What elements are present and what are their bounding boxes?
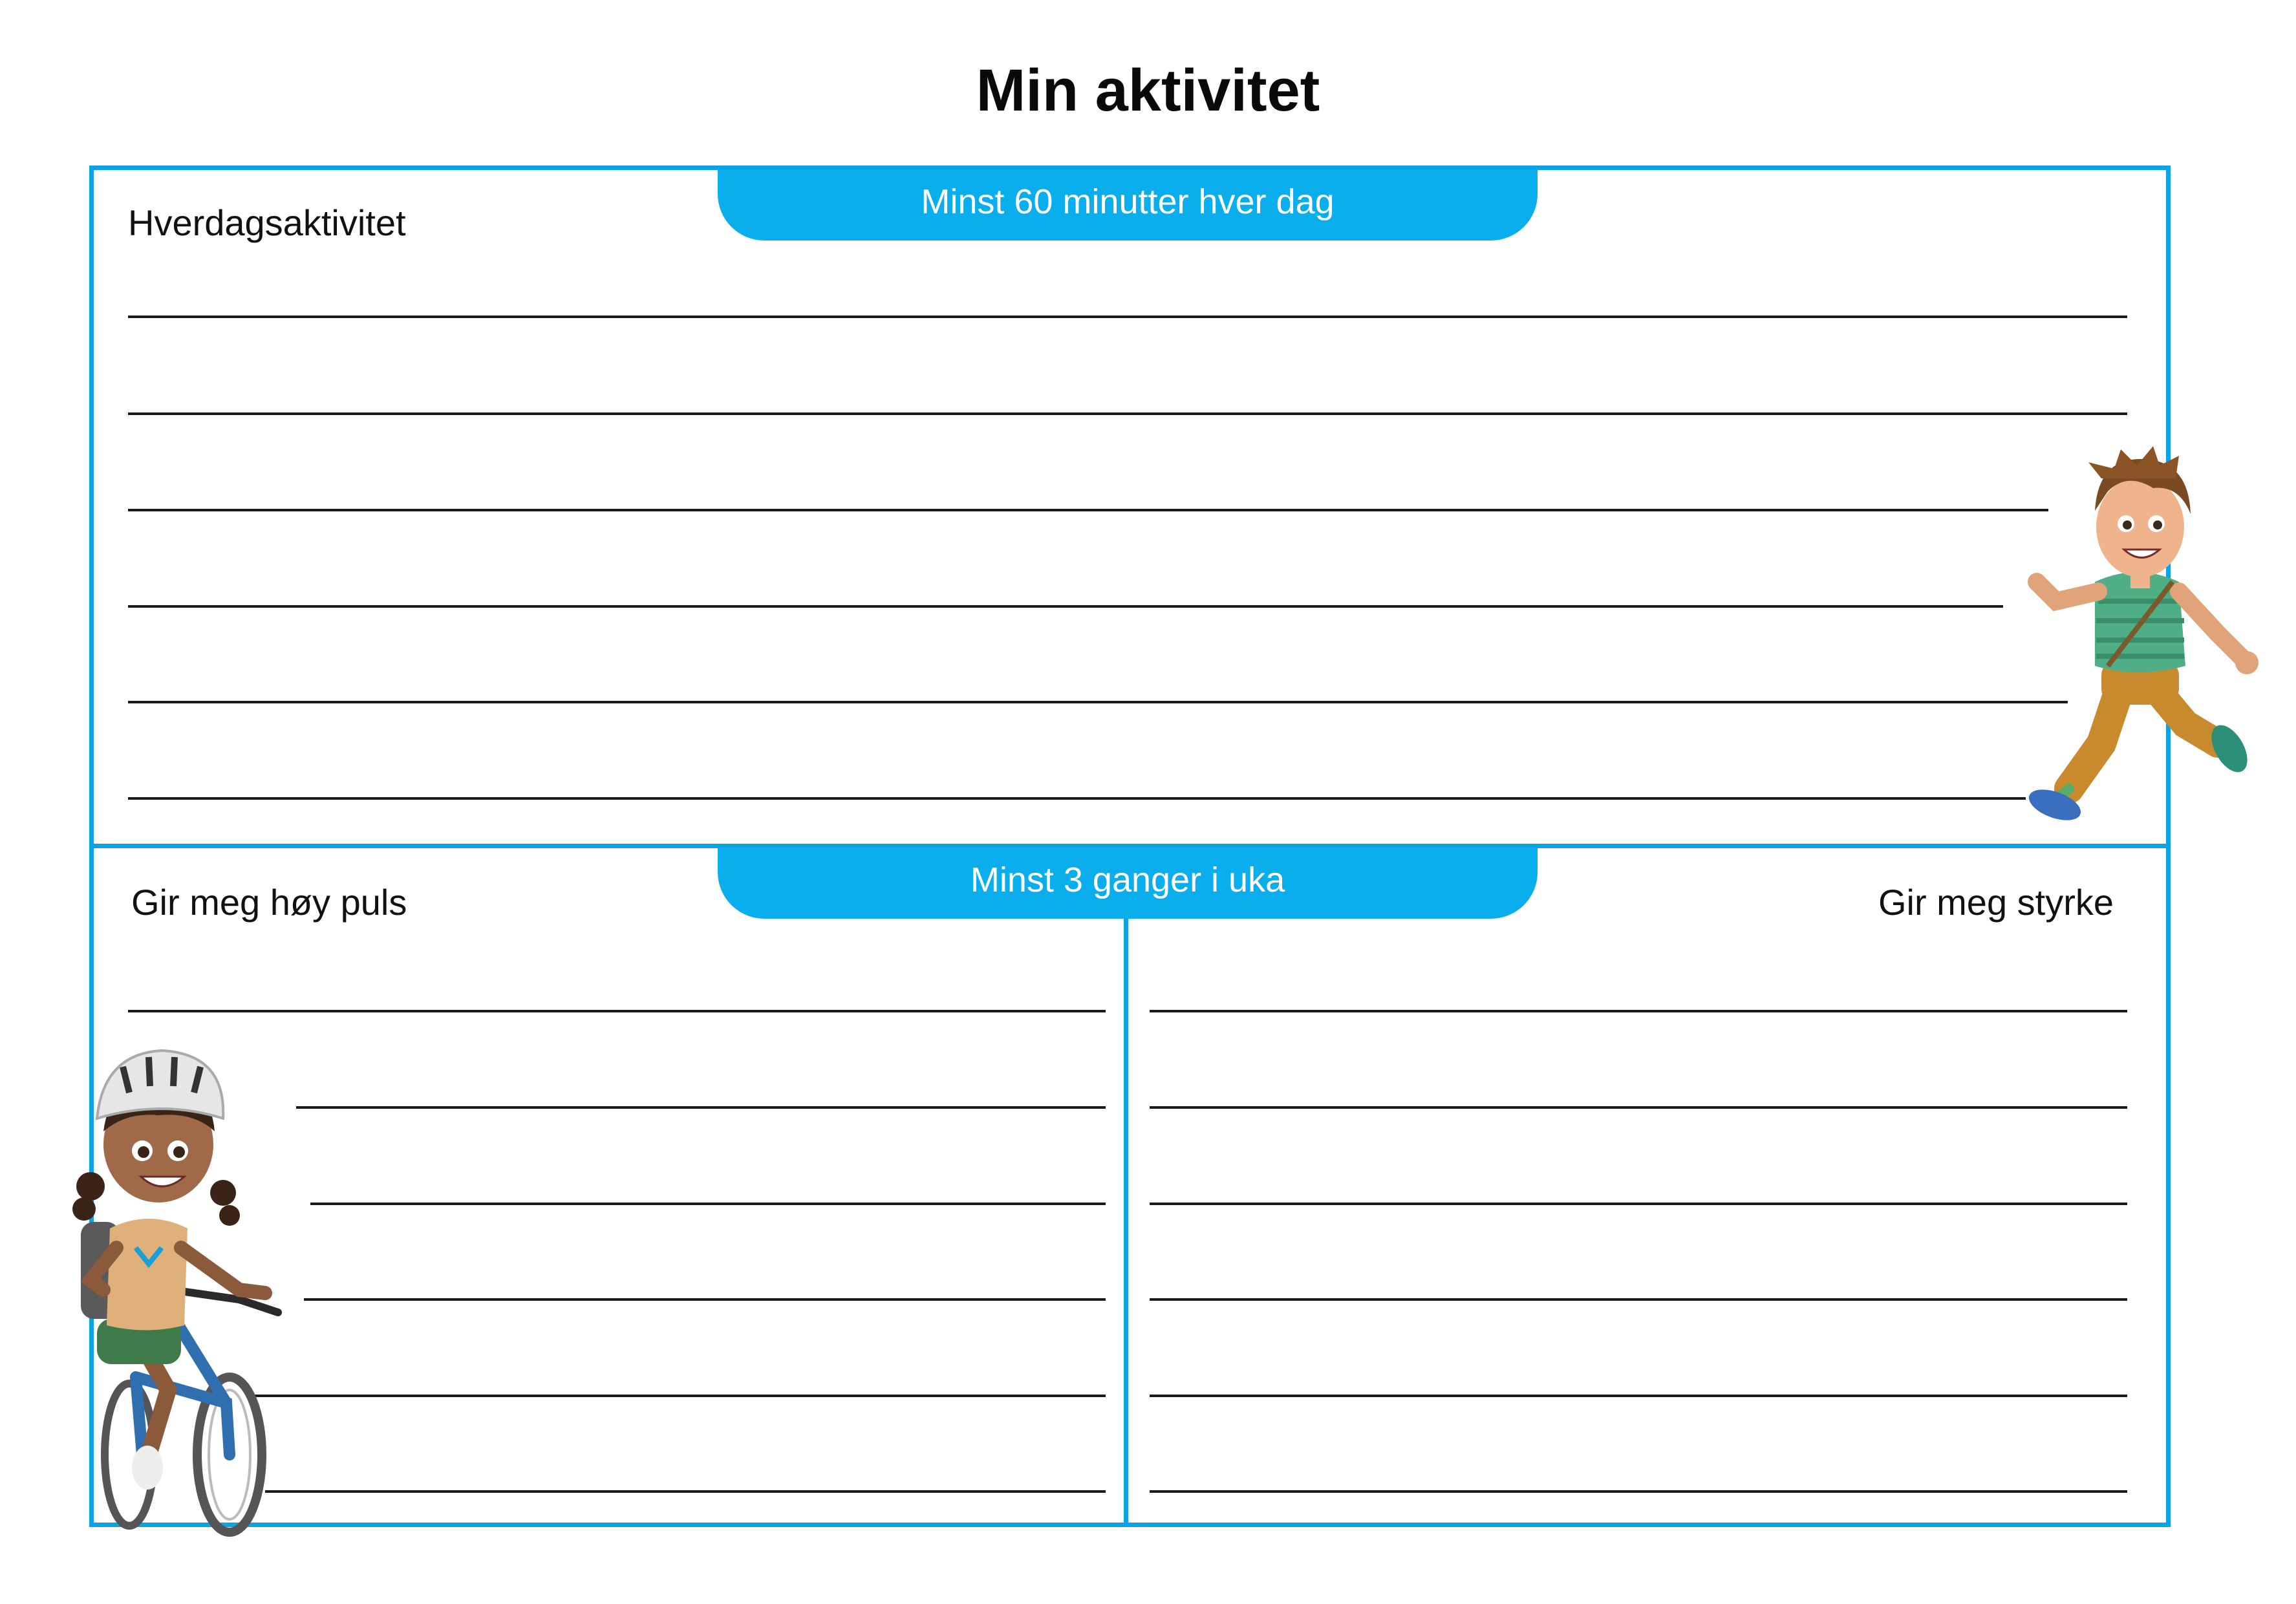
write-line[interactable] [310, 1203, 1106, 1205]
write-line[interactable] [1150, 1203, 2127, 1205]
strength-label: Gir meg styrke [1878, 882, 2114, 923]
write-line[interactable] [128, 605, 2003, 608]
write-line[interactable] [1150, 1106, 2127, 1109]
write-line[interactable] [128, 412, 2127, 415]
write-line[interactable] [296, 1106, 1106, 1109]
girl-on-bicycle-illustration [71, 1041, 304, 1545]
high-pulse-label: Gir meg høy puls [131, 882, 407, 923]
everyday-activity-label: Hverdagsaktivitet [128, 202, 406, 243]
write-line[interactable] [265, 1490, 1106, 1493]
write-line[interactable] [128, 1010, 1106, 1012]
write-line[interactable] [128, 509, 2048, 511]
daily-banner: Minst 60 minutter hver dag [718, 169, 1538, 241]
write-line[interactable] [253, 1395, 1106, 1397]
page-title: Min aktivitet [976, 58, 1320, 123]
write-line[interactable] [304, 1298, 1106, 1301]
column-divider [1124, 848, 1128, 1527]
write-line[interactable] [128, 701, 2068, 703]
write-line[interactable] [128, 315, 2127, 318]
write-line[interactable] [1150, 1490, 2127, 1493]
write-line[interactable] [1150, 1298, 2127, 1301]
write-line[interactable] [1150, 1010, 2127, 1012]
running-boy-illustration [2024, 440, 2269, 828]
weekly-banner: Minst 3 ganger i uka [718, 848, 1538, 919]
write-line[interactable] [128, 797, 2026, 800]
write-line[interactable] [1150, 1395, 2127, 1397]
